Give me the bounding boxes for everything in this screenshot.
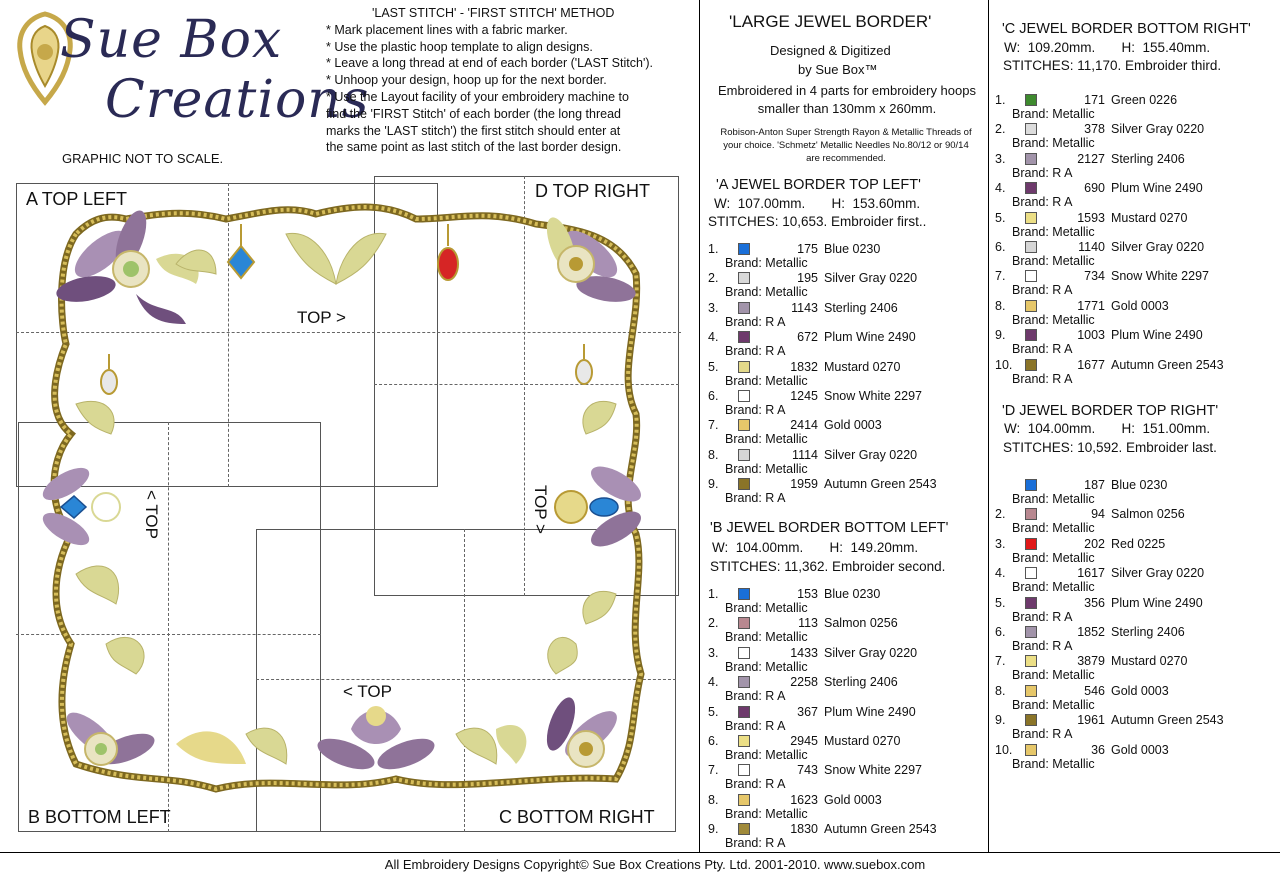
thread-brand: Brand: R A (1012, 727, 1073, 742)
thread-stitch-count: 2414 (790, 418, 818, 433)
method-line: * Leave a long thread at end of each border ('LAST Stitch'). (326, 56, 653, 71)
thread-stitch-count: 153 (797, 587, 818, 601)
thread-needle-note: Robison-Anton Super Strength Rayon & Metallic Threads of your choice. 'Schmetz' Metallic Needles No.80/12 or 90/14 are recommended. (720, 127, 972, 164)
thread-brand: Brand: Metallic (725, 461, 808, 476)
thread-color-name: Silver Gray 0220 (824, 447, 918, 462)
thread-color-swatch (738, 390, 750, 402)
thread-brand: Brand: Metallic (1012, 668, 1095, 683)
thread-brand: Brand: Metallic (725, 601, 808, 615)
thread-color-name: Snow White 2297 (824, 763, 922, 778)
thread-stitch-count: 1830 (790, 822, 818, 837)
thread-color-name: Blue 0230 (824, 242, 881, 256)
thread-stitch-count: 546 (1084, 683, 1105, 698)
method-line: * Use the plastic hoop template to align designs. (326, 39, 593, 54)
thread-number: 3. (995, 151, 1006, 166)
thread-stitch-count: 1832 (790, 359, 818, 374)
thread-stitch-count: 171 (1084, 93, 1105, 107)
footer-divider (0, 852, 1280, 853)
designer-name: by Sue Box™ (798, 62, 878, 77)
thread-color-name: Mustard 0270 (1111, 210, 1188, 225)
thread-number: 5. (708, 704, 719, 719)
section-a-dimensions: W: 107.00mm. H: 153.60mm. (714, 196, 921, 211)
thread-color-name: Autumn Green 2543 (1111, 713, 1224, 728)
thread-number: 1. (708, 242, 719, 256)
thread-brand: Brand: Metallic (725, 630, 808, 645)
label-c-bottom-right: C BOTTOM RIGHT (499, 807, 655, 827)
thread-color-name: Gold 0003 (1111, 683, 1169, 698)
thread-brand: Brand: R A (725, 402, 786, 417)
thread-number: 8. (708, 447, 719, 462)
thread-color-swatch (738, 419, 750, 431)
thread-color-swatch (1025, 270, 1037, 282)
thread-color-name: Autumn Green 2543 (824, 477, 937, 492)
thread-number: 4. (995, 566, 1006, 581)
thread-stitch-count: 1140 (1078, 239, 1105, 254)
thread-color-swatch (738, 735, 750, 747)
thread-number: 9. (708, 822, 719, 837)
thread-color-name: Plum Wine 2490 (824, 704, 916, 719)
thread-stitch-count: 1433 (790, 645, 818, 660)
thread-color-name: Plum Wine 2490 (1111, 595, 1203, 610)
thread-brand: Brand: R A (1012, 609, 1073, 624)
thread-stitch-count: 1617 (1077, 566, 1105, 581)
thread-color-swatch (1025, 626, 1037, 638)
jewel-border-artwork (16, 174, 681, 834)
thread-color-swatch (1025, 123, 1037, 135)
thread-stitch-count: 734 (1084, 269, 1105, 284)
thread-stitch-count: 743 (797, 763, 818, 778)
thread-brand: Brand: R A (725, 314, 786, 329)
pearl-right (576, 344, 592, 384)
thread-brand: Brand: Metallic (725, 373, 808, 388)
method-line: * Mark placement lines with a fabric marker. (326, 22, 568, 37)
thread-number: 6. (995, 624, 1006, 639)
thread-number: 4. (995, 181, 1006, 196)
thread-brand: Brand: Metallic (725, 747, 808, 762)
thread-number: 7. (708, 418, 719, 433)
thread-stitch-count: 367 (797, 704, 818, 719)
thread-color-swatch (738, 243, 750, 255)
thread-color-name: Plum Wine 2490 (1111, 328, 1203, 343)
thread-number: 9. (708, 477, 719, 492)
thread-stitch-count: 1771 (1077, 298, 1105, 313)
thread-brand: Brand: Metallic (725, 256, 808, 270)
thread-brand: Brand: R A (1012, 165, 1073, 180)
thread-brand: Brand: Metallic (1012, 107, 1095, 121)
thread-stitch-count: 2258 (790, 675, 818, 690)
flower-bottom-left (60, 706, 246, 771)
thread-color-swatch (1025, 538, 1037, 550)
thread-color-name: Plum Wine 2490 (824, 330, 916, 345)
thread-color-swatch (738, 361, 750, 373)
thread-color-swatch (738, 272, 750, 284)
method-instructions (326, 5, 696, 156)
column-divider-right (988, 0, 989, 852)
thread-color-swatch (1025, 241, 1037, 253)
thread-color-swatch (1025, 94, 1037, 106)
thread-brand: Brand: R A (1012, 283, 1073, 298)
thread-brand: Brand: Metallic (1012, 224, 1095, 239)
jewel-blue-top (228, 224, 254, 278)
thread-stitch-count: 672 (797, 330, 818, 345)
border-diagram (16, 174, 681, 834)
thread-number: 2. (995, 122, 1006, 137)
flower-left (38, 461, 120, 551)
thread-number: 6. (708, 733, 719, 748)
thread-color-swatch (738, 302, 750, 314)
thread-color-name: Salmon 0256 (1111, 507, 1185, 522)
thread-color-name: Silver Gray 0220 (824, 645, 918, 660)
section-b-stitches: STITCHES: 11,362. Embroider second. (710, 559, 946, 574)
graphic-not-to-scale-note: GRAPHIC NOT TO SCALE. (62, 151, 224, 166)
thread-color-name: Blue 0230 (824, 587, 881, 601)
thread-color-name: Snow White 2297 (824, 388, 922, 403)
thread-brand: Brand: Metallic (1012, 550, 1095, 565)
thread-number: 1. (708, 587, 719, 601)
thread-number: 8. (995, 683, 1006, 698)
copyright-footer: All Embroidery Designs Copyright© Sue Box Creations Pty. Ltd. 2001-2010. www.suebox.com (384, 857, 926, 872)
thread-stitch-count: 378 (1084, 122, 1105, 137)
thread-brand: Brand: Metallic (1012, 492, 1095, 506)
thread-color-name: Sterling 2406 (824, 300, 898, 315)
thread-stitch-count: 1961 (1077, 713, 1105, 728)
thread-color-name: Sterling 2406 (1111, 151, 1185, 166)
thread-color-swatch (1025, 212, 1037, 224)
thread-color-name: Autumn Green 2543 (824, 822, 937, 837)
thread-color-swatch (1025, 567, 1037, 579)
thread-brand: Brand: R A (1012, 342, 1073, 357)
thread-color-swatch (738, 823, 750, 835)
thread-number: 6. (995, 239, 1006, 254)
thread-brand: Brand: Metallic (725, 659, 808, 674)
section-d-stitches: STITCHES: 10,592. Embroider last. (1003, 440, 1217, 455)
thread-number: 5. (995, 595, 1006, 610)
thread-color-name: Snow White 2297 (1111, 269, 1209, 284)
thread-color-name: Plum Wine 2490 (1111, 181, 1203, 196)
method-line: the same point as last stitch of the last border design. (326, 140, 622, 155)
logo-text-line1: Sue Box (60, 10, 283, 70)
thread-color-name: Silver Gray 0220 (1111, 566, 1205, 581)
top-marker-right: TOP > (531, 485, 550, 534)
designed-digitized-text: Designed & Digitized (770, 43, 891, 58)
section-d-dimensions: W: 104.00mm. H: 151.00mm. (1004, 421, 1211, 436)
thread-brand: Brand: Metallic (1012, 312, 1095, 327)
thread-color-swatch (1025, 182, 1037, 194)
thread-color-name: Green 0226 (1111, 93, 1178, 107)
thread-color-swatch (738, 794, 750, 806)
top-marker-horizontal: TOP > (297, 308, 346, 327)
thread-color-swatch (1025, 744, 1037, 756)
thread-color-name: Red 0225 (1111, 536, 1166, 551)
jewel-red-top (438, 224, 458, 280)
thread-stitch-count: 356 (1084, 595, 1105, 610)
thread-color-name: Gold 0003 (824, 418, 882, 433)
thread-number: 7. (995, 269, 1006, 284)
thread-color-name: Silver Gray 0220 (1111, 239, 1205, 254)
designed-by (770, 41, 891, 79)
thread-brand: Brand: Metallic (1012, 521, 1095, 536)
thread-stitch-count: 1143 (791, 300, 818, 315)
thread-number: 2. (708, 616, 719, 631)
thread-color-swatch (738, 617, 750, 629)
method-title: 'LAST STITCH' - 'FIRST STITCH' METHOD (372, 6, 615, 20)
top-marker-left: < TOP (142, 490, 161, 539)
thread-number: 8. (708, 792, 719, 807)
flower-top-left (54, 207, 198, 324)
thread-color-name: Blue 0230 (1111, 478, 1168, 492)
thread-color-swatch (1025, 300, 1037, 312)
thread-stitch-count: 2945 (790, 733, 818, 748)
thread-color-swatch (738, 676, 750, 688)
thread-brand: Brand: Metallic (725, 432, 808, 447)
thread-brand: Brand: Metallic (1012, 580, 1095, 595)
section-d-title: 'D JEWEL BORDER TOP RIGHT' (1002, 403, 1219, 419)
thread-stitch-count: 1114 (792, 447, 818, 462)
section-a-stitches: STITCHES: 10,653. Embroider first.. (708, 214, 927, 229)
method-line: * Use the Layout facility of your embroidery machine to (326, 89, 629, 104)
thread-color-swatch (1025, 597, 1037, 609)
thread-number: 3. (708, 645, 719, 660)
top-marker-bottom: < TOP (343, 682, 392, 701)
thread-stitch-count: 1003 (1077, 328, 1105, 343)
thread-brand: Brand: R A (1012, 638, 1073, 653)
section-c-dimensions: W: 109.20mm. H: 155.40mm. (1004, 40, 1211, 55)
method-line: * Unhoop your design, hoop up for the next border. (326, 73, 607, 88)
label-b-bottom-left: B BOTTOM LEFT (28, 807, 171, 827)
thread-color-swatch (1025, 508, 1037, 520)
column-divider-left (699, 0, 700, 852)
thread-brand: Brand: R A (1012, 371, 1073, 386)
section-a-title: 'A JEWEL BORDER TOP LEFT' (716, 177, 921, 193)
thread-number: 5. (995, 210, 1006, 225)
thread-number: 7. (995, 654, 1006, 669)
thread-stitch-count: 195 (797, 271, 818, 286)
thread-brand: Brand: Metallic (1012, 136, 1095, 151)
flower-bottom (314, 706, 439, 776)
thread-number: 4. (708, 330, 719, 345)
design-title: 'LARGE JEWEL BORDER' (729, 12, 932, 31)
thread-stitch-count: 1245 (790, 388, 818, 403)
thread-color-name: Mustard 0270 (824, 733, 901, 748)
thread-number: 10. (995, 742, 1013, 757)
thread-number: 2. (708, 271, 719, 286)
thread-color-name: Autumn Green 2543 (1111, 357, 1224, 372)
thread-stitch-count: 1677 (1077, 357, 1105, 372)
thread-color-name: Mustard 0270 (824, 359, 901, 374)
thread-brand: Brand: R A (725, 689, 786, 704)
label-a-top-left: A TOP LEFT (26, 189, 128, 209)
thread-number: 9. (995, 328, 1006, 343)
thread-color-name: Salmon 0256 (824, 616, 898, 631)
thread-brand: Brand: R A (1012, 195, 1073, 210)
pearl-left (101, 354, 117, 394)
thread-color-swatch (1025, 153, 1037, 165)
thread-number: 1. (995, 93, 1006, 107)
thread-color-name: Silver Gray 0220 (1111, 122, 1205, 137)
label-d-top-right: D TOP RIGHT (535, 181, 651, 201)
thread-color-swatch (1025, 685, 1037, 697)
thread-color-swatch (738, 706, 750, 718)
thread-number: 10. (995, 357, 1013, 372)
thread-stitch-count: 1623 (790, 792, 818, 807)
thread-color-name: Mustard 0270 (1111, 654, 1188, 669)
method-line: marks the 'LAST stitch') the first stitch should enter at (326, 123, 621, 138)
thread-brand: Brand: R A (725, 491, 786, 506)
thread-color-name: Sterling 2406 (1111, 624, 1185, 639)
thread-stitch-count: 202 (1084, 536, 1105, 551)
logo-text-line2: Creations (105, 70, 370, 130)
section-b-title: 'B JEWEL BORDER BOTTOM LEFT' (710, 520, 949, 536)
thread-brand: Brand: Metallic (1012, 253, 1095, 268)
thread-color-swatch (1025, 714, 1037, 726)
thread-brand: Brand: R A (725, 777, 786, 792)
section-c-stitches: STITCHES: 11,170. Embroider third. (1003, 58, 1222, 73)
method-line: find the 'FIRST Stitch' of each border (the long thread (326, 106, 621, 121)
thread-color-swatch (738, 764, 750, 776)
thread-stitch-count: 3879 (1077, 654, 1105, 669)
thread-color-name: Gold 0003 (1111, 298, 1169, 313)
thread-number: 7. (708, 763, 719, 778)
thread-number: 6. (708, 388, 719, 403)
thread-number: 2. (995, 507, 1006, 522)
thread-stitch-count: 187 (1084, 478, 1105, 492)
section-c-title: 'C JEWEL BORDER BOTTOM RIGHT' (1002, 21, 1251, 37)
thread-color-swatch (738, 331, 750, 343)
thread-stitch-count: 113 (798, 616, 818, 631)
embroidery-note: Embroidered in 4 parts for embroidery hoops smaller than 130mm x 260mm. (718, 83, 976, 116)
thread-brand: Brand: R A (725, 836, 786, 851)
thread-brand: Brand: R A (725, 718, 786, 733)
thread-color-swatch (1025, 655, 1037, 667)
thread-stitch-count: 1593 (1077, 210, 1105, 225)
thread-stitch-count: 175 (797, 242, 818, 256)
thread-color-name: Gold 0003 (1111, 742, 1169, 757)
thread-number: 8. (995, 298, 1006, 313)
thread-stitch-count: 1959 (790, 477, 818, 492)
thread-stitch-count: 94 (1091, 507, 1105, 522)
flower-bottom-right (496, 694, 624, 767)
thread-color-name: Sterling 2406 (824, 675, 898, 690)
thread-color-swatch (1025, 479, 1037, 491)
thread-color-name: Gold 0003 (824, 792, 882, 807)
thread-brand: Brand: Metallic (725, 806, 808, 821)
section-b-dimensions: W: 104.00mm. H: 149.20mm. (712, 540, 919, 555)
thread-number: 9. (995, 713, 1006, 728)
thread-brand: Brand: Metallic (725, 285, 808, 300)
thread-stitch-count: 690 (1084, 181, 1105, 196)
thread-color-swatch (1025, 359, 1037, 371)
thread-color-swatch (1025, 329, 1037, 341)
thread-color-swatch (738, 449, 750, 461)
thread-number: 5. (708, 359, 719, 374)
thread-number: 4. (708, 675, 719, 690)
thread-stitch-count: 2127 (1077, 151, 1105, 166)
thread-number: 3. (708, 300, 719, 315)
thread-color-swatch (738, 588, 750, 600)
thread-stitch-count: 1852 (1077, 624, 1105, 639)
thread-brand: Brand: Metallic (1012, 697, 1095, 712)
logo (10, 8, 370, 138)
thread-stitch-count: 36 (1091, 742, 1105, 757)
thread-number: 3. (995, 536, 1006, 551)
thread-color-swatch (738, 647, 750, 659)
thread-brand: Brand: R A (725, 344, 786, 359)
thread-color-swatch (738, 478, 750, 490)
thread-color-name: Silver Gray 0220 (824, 271, 918, 286)
thread-brand: Brand: Metallic (1012, 756, 1095, 771)
